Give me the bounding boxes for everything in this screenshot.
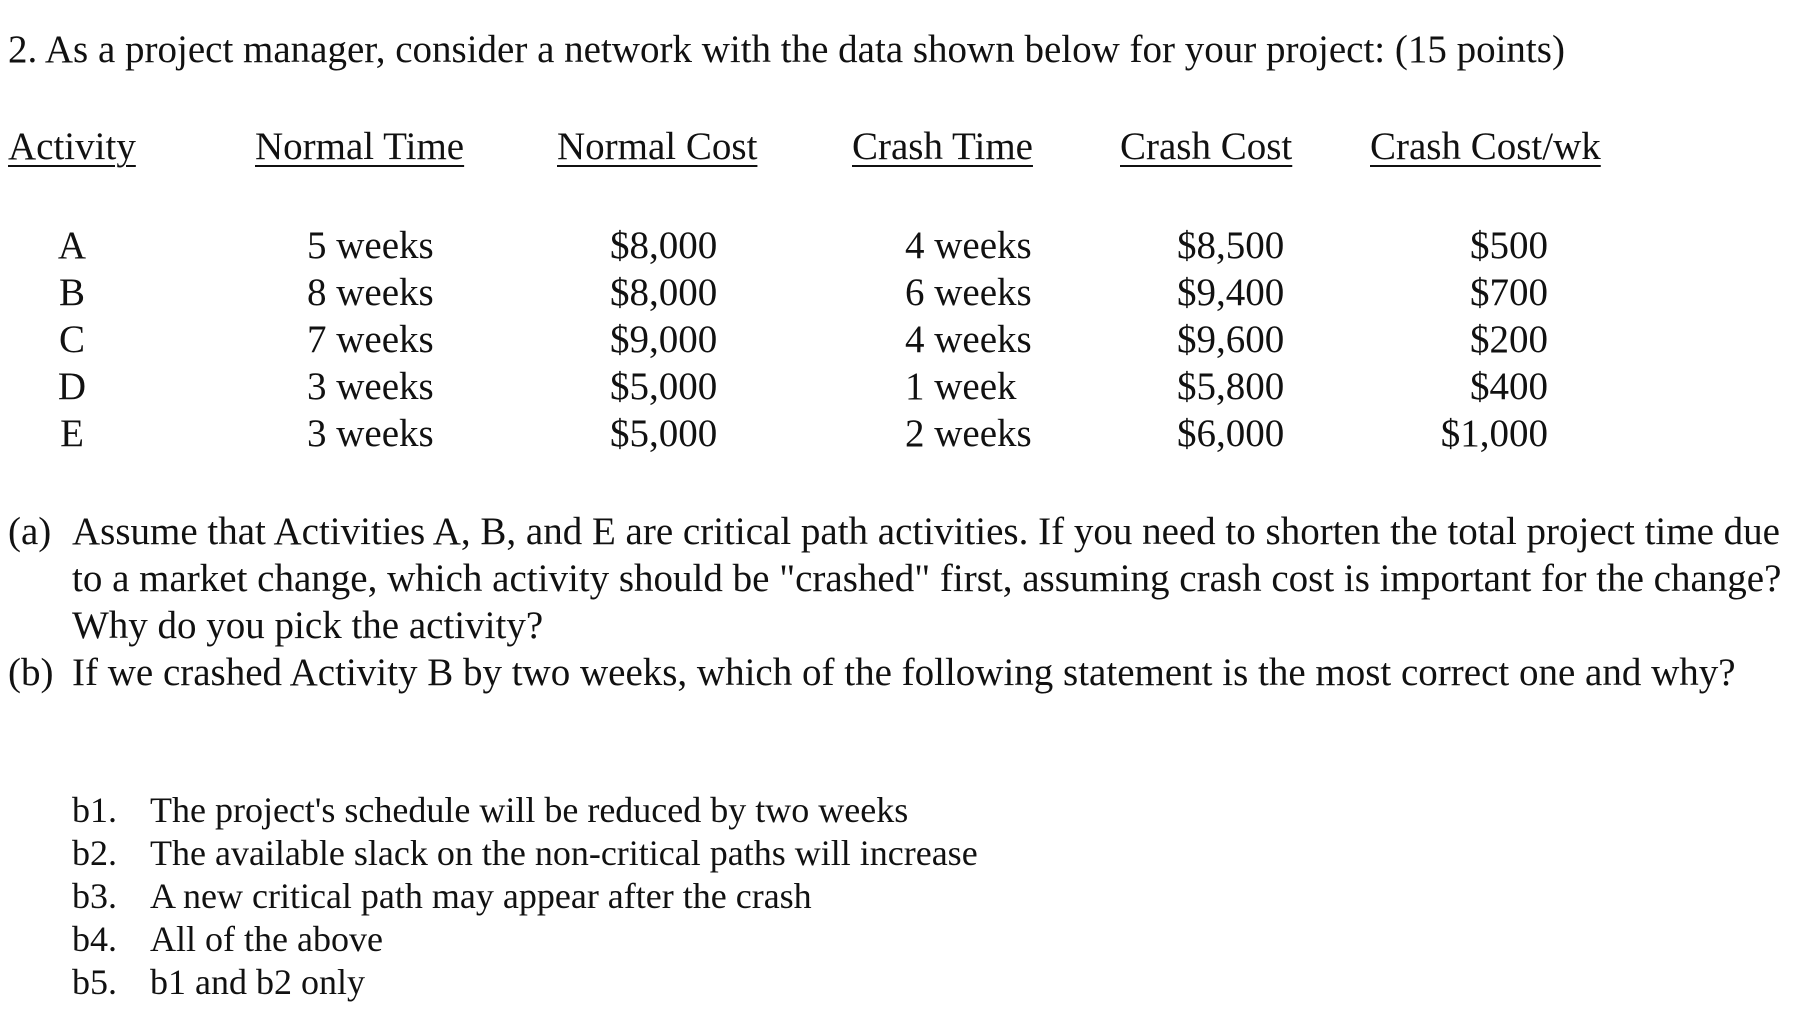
cell-normal-cost: $9,000 (610, 318, 718, 361)
cell-crash-cost: $5,800 (1177, 365, 1285, 408)
option-b4 (72, 917, 383, 961)
column-crash-cost-per-week (1420, 222, 1548, 457)
part-a-label: (a) (8, 510, 52, 553)
option-label: b3. (72, 876, 117, 916)
option-b2 (72, 831, 978, 875)
cell-crash-time: 1 week (905, 365, 1017, 408)
cell-normal-time: 3 weeks (307, 412, 434, 455)
cell-crash-cost-per-week: $200 (1470, 318, 1548, 361)
option-label: b2. (72, 833, 117, 873)
cell-crash-cost: $9,600 (1177, 318, 1285, 361)
cell-normal-time: 8 weeks (307, 271, 434, 314)
header-normal-time: Normal Time (255, 125, 465, 168)
column-normal-cost (610, 222, 717, 457)
cell-crash-time: 4 weeks (905, 318, 1032, 361)
cell-normal-time: 3 weeks (307, 365, 434, 408)
cell-activity: B (58, 271, 85, 314)
cell-normal-cost: $8,000 (610, 224, 718, 267)
cell-normal-time: 5 weeks (307, 224, 434, 267)
cell-crash-time: 4 weeks (905, 224, 1032, 267)
option-text: The available slack on the non-critical paths will increase (150, 833, 978, 873)
part-b-label: (b) (8, 651, 54, 694)
option-text: b1 and b2 only (150, 962, 365, 1002)
cell-crash-cost: $8,500 (1177, 224, 1285, 267)
option-label: b1. (72, 790, 117, 830)
cell-activity: C (58, 318, 85, 361)
cell-normal-time: 7 weeks (307, 318, 434, 361)
question-title: 2. As a project manager, consider a network with the data shown below for your project: (15 points) (8, 28, 1565, 71)
header-normal-cost: Normal Cost (557, 125, 758, 168)
cell-normal-cost: $5,000 (610, 365, 718, 408)
cell-activity: A (57, 224, 87, 267)
option-label: b4. (72, 919, 117, 959)
option-text: The project's schedule will be reduced by two weeks (150, 790, 909, 830)
cell-crash-cost-per-week: $1,000 (1440, 412, 1548, 455)
column-activity (52, 222, 92, 457)
option-b1 (72, 788, 908, 832)
cell-crash-cost-per-week: $700 (1470, 271, 1548, 314)
cell-normal-cost: $8,000 (610, 271, 718, 314)
cell-crash-cost: $9,400 (1177, 271, 1285, 314)
cell-normal-cost: $5,000 (610, 412, 718, 455)
option-b5 (72, 960, 365, 1004)
cell-crash-cost: $6,000 (1177, 412, 1285, 455)
cell-crash-time: 6 weeks (905, 271, 1032, 314)
option-label: b5. (72, 962, 117, 1002)
cell-crash-cost-per-week: $400 (1470, 365, 1548, 408)
column-crash-cost (1177, 222, 1284, 457)
header-crash-cost: Crash Cost (1120, 125, 1293, 168)
cell-activity: D (57, 365, 87, 408)
column-normal-time (307, 222, 434, 457)
header-crash-cost-per-week: Crash Cost/wk (1370, 125, 1601, 168)
header-activity: Activity (8, 125, 136, 168)
option-text: A new critical path may appear after the crash (150, 876, 812, 916)
part-b-text: If we crashed Activity B by two weeks, which of the following statement is the most correct one and why? (72, 651, 1736, 694)
header-crash-time: Crash Time (852, 125, 1033, 168)
option-b3 (72, 874, 812, 918)
cell-crash-cost-per-week: $500 (1470, 224, 1548, 267)
column-crash-time (905, 222, 1032, 457)
option-text: All of the above (150, 919, 383, 959)
part-a-text: Assume that Activities A, B, and E are critical path activities. If you need to shorten the total project time due to a market change, which activity should be "crashed" first, assuming crash cost is important for the change? Why do you pick the activity? (72, 510, 1782, 647)
cell-activity: E (60, 412, 84, 455)
cell-crash-time: 2 weeks (905, 412, 1032, 455)
